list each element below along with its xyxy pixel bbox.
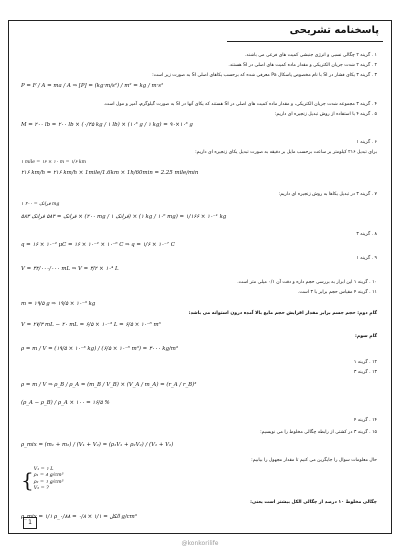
franc-conversion-equation: ۵۸۳ فرانک = ۵۸۳ فرانک × (۲۰۰ mg / ۱ فرانک) × (۱ kg / ۱۰⁶ mg) = ۱/۱۶۶ × ۱۰⁻¹ kg [21, 214, 227, 220]
speed-conversion-equation: ۲۱۶ km/h = ۲۱۶ km/h × 1mile/1.6km × 1h/60min = 2.25 mile/min [21, 170, 199, 176]
pressure-equation: P = F / A = ma / A ⇒ [P] = (kg·m/s²) / m² = kg / m·s² [21, 83, 164, 89]
answer-1: ۱ . گزینه ۲ چگالی نسبی و انرژی جنبشی کمیت های فرعی می باشند. [244, 53, 377, 58]
volume-step-equation: V = ۲۷/۳ mL − ۲۰ mL = ۶/۵ × ۱۰⁻³ L = ۶/۵ × ۱۰⁻⁶ m³ [21, 322, 161, 328]
answer-15: ۱۵ . گزینه ۳ در کشتی از رابطه چگالی مخلوط را می نویسیم: [260, 430, 377, 435]
volume-conversion-equation: V = ۳۲/۰۰۰/۰۰۰ mL ⇒ V = ۳/۲ × ۱۰⁴ L [21, 266, 119, 272]
answer-14: ۱۴ . گزینه ۴ [353, 418, 377, 423]
answer-3: ۳ . گزینه ۳ یکای فشار در SI با نام مخصوص پاسکال Pa معرفی شده که برحسب یکاهای اصلی SI به صورت زیر است: [152, 73, 377, 78]
mixture-result-equation: ρ_mix = ۱/۱ ρ_الکل = ۱/۱ × ۰/۸ = ۰/۸۸ g/cm³ [21, 514, 137, 520]
mass-conversion-equation: M = ۲۰۰ lb = ۲۰۰ lb × (۰/۴۵ kg / ۱ lb) × (۱۰³ g / ۱ kg) = ۹۰×۱۰³ g [21, 122, 193, 128]
step-three-label: گام سوم: [355, 334, 377, 339]
charge-conversion-equation: q = ۱۶ × ۱۰⁻² μC = ۱۶ × ۱۰⁻² × ۱۰⁻⁶ C ⇒ q = ۱/۶ × ۱۰⁻⁷ C [21, 242, 175, 248]
density-ratio-equation: ρ = m / V ⇒ ρ_B / ρ_A = (m_B / V_B) × (V_A / m_A) = (r_A / r_B)³ [21, 382, 197, 388]
percent-change-equation: (ρ_A − ρ_B) / ρ_A × ۱۰۰ = ۱۶/۵ % [21, 400, 110, 406]
density-result-equation: ρ = m / V = (۱۹/۵ × ۱۰⁻³ kg) / (۶/۵ × ۱۰⁻⁶ m³) = ۳۰۰۰ kg/m³ [21, 346, 179, 352]
title-box [227, 25, 383, 42]
answer-9: ۹ . گزینه ۱ [356, 256, 377, 261]
answer-15-conclusion: چگالی مخلوط ۱۰ درصد از چگالی الکل بیشتر است یعنی: [250, 500, 377, 505]
answer-12: ۱۲ . گزینه ۱ [353, 360, 377, 365]
step-two-text: گام دوم: حجم جسم برابر مقدار افزایش حجم مایع بالا آمده درون استوانه می باشد: [188, 311, 377, 316]
known-values-stack [34, 467, 64, 493]
page-number: 1 [23, 517, 37, 529]
answer-4: ۴ . گزینه ۳ مجموعه شدت جریان الکتریکی، و مقدار ماده کمیت های اصلی در SI هستند که یکای آنها در SI به صورت گیلوگرم، آمپر و مول است. [103, 102, 377, 107]
known-rho1: ρ₁ = ۸ g/cm³ [33, 473, 64, 479]
answer-11: ۱۱ . گزینه ۴ مقیاس حجم برابر با ۳ است. [297, 290, 377, 295]
mixture-density-formula: ρ_mix = (m₁ + m₂) / (V₁ + V₂) = (ρ₁V₁ + ρ₂V₂) / (V₁ + V₂) [21, 442, 174, 448]
known-rho2: ρ₂ = ۱ g/cm³ [33, 479, 64, 485]
known-v1: V₁ = ۱ L [33, 467, 54, 472]
mile-definition: ۱ mile = ۱۶ × ۱۰ m = ۱/۶ km [21, 160, 87, 165]
answer-5: ۵ . گزینه ۴ با استفاده از روش تبدیل زنجیره ای داریم: [274, 112, 377, 117]
answer-8: ۸ . گزینه ۳ [356, 232, 377, 237]
mass-step-equation: m = ۱۹/۵ g ⇒ ۱۹/۵ × ۱۰⁻³ kg [21, 301, 96, 307]
answer-13: ۱۳ . گزینه ۳ [353, 370, 377, 375]
page-title: پاسخنامه تشریحی [289, 25, 379, 36]
answer-sheet-page [8, 20, 392, 534]
left-brace: { [21, 467, 34, 492]
answer-6: ۶ . گزینه ۱ [356, 140, 377, 145]
answer-15-substitution: حال معلومات سوال را جایگزین می کنیم تا مقدار مجهول را بیابیم: [251, 458, 377, 463]
answer-7: ۷ . گزینه ۳ در تبدیل یکاها به روش زنجیره ای داریم: [278, 192, 377, 197]
answer-6-description: برای تبدیل ۲۱۶ کیلومتر بر ساعت برحسب مایل بر دقیقه به صورت تبدیل یکای زنجیره ای داریم: [195, 150, 377, 155]
known-values-block [21, 467, 64, 493]
unknown-v2: V₂ = ? [33, 486, 49, 492]
answer-10: ۱۰ . گزینه ۱ این ابزار به بررسی حجم داره و دقت آن ۰/۱ میلی متر است. [237, 280, 377, 285]
answer-2: ۲ . گزینه ۲ شدت جریان الکتریکی و مقدار ماده کمیت های اصلی در SI هستند. [228, 63, 377, 68]
watermark: @konkorilife [181, 540, 219, 547]
franc-definition: ۱ فرانک = ۲۰۰ mg [21, 202, 60, 207]
